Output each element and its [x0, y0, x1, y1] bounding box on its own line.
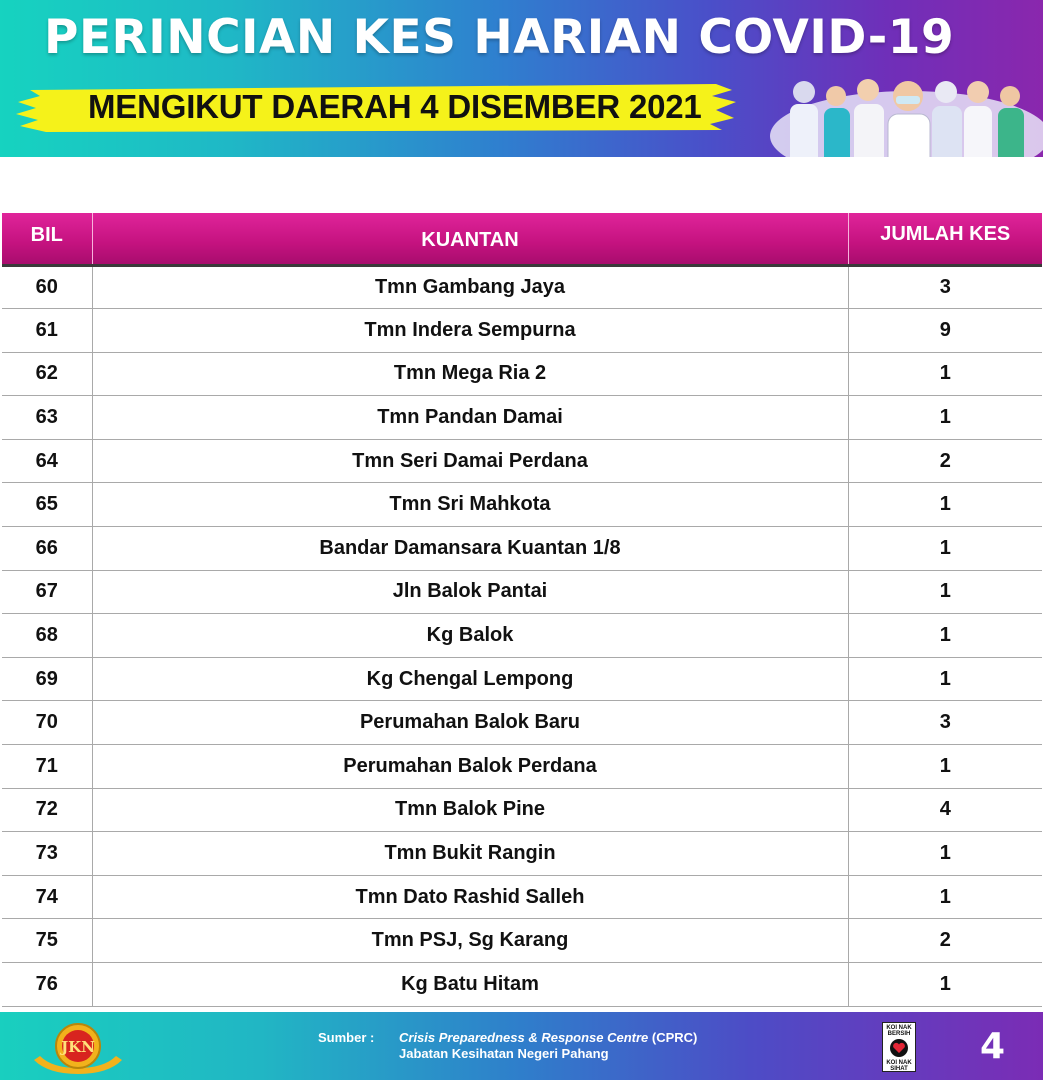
row-area: Tmn Sri Mahkota: [92, 483, 848, 527]
row-bil: 75: [2, 919, 92, 963]
row-bil: 62: [2, 352, 92, 396]
column-header-kuantan: KUANTAN: [92, 213, 848, 265]
row-area: Kg Balok: [92, 614, 848, 658]
header-banner: [0, 0, 1043, 157]
page-number: 4: [980, 1026, 1006, 1067]
row-kes: 1: [848, 396, 1042, 440]
table-row: [2, 309, 1042, 353]
row-bil: 76: [2, 963, 92, 1007]
page-title: PERINCIAN KES HARIAN COVID-19: [44, 10, 955, 65]
table-row: [2, 483, 1042, 527]
table-row: [2, 832, 1042, 876]
source-label: Sumber :: [318, 1030, 375, 1045]
table-row: [2, 265, 1042, 309]
row-area: Tmn Indera Sempurna: [92, 309, 848, 353]
row-bil: 74: [2, 875, 92, 919]
row-area: Tmn Gambang Jaya: [92, 265, 848, 309]
row-bil: 73: [2, 832, 92, 876]
row-kes: 1: [848, 527, 1042, 571]
row-area: Tmn Pandan Damai: [92, 396, 848, 440]
row-area: Kg Batu Hitam: [92, 963, 848, 1007]
table-row: [2, 919, 1042, 963]
header-gap: [0, 157, 1043, 213]
badge-bottom-text: KOI NAK SIHAT: [886, 1060, 912, 1072]
row-bil: 68: [2, 614, 92, 658]
column-header-jumlah-kes: JUMLAH KES: [848, 213, 1042, 265]
row-kes: 3: [848, 265, 1042, 309]
row-area: Tmn Mega Ria 2: [92, 352, 848, 396]
heart-badge-icon: [889, 1038, 909, 1058]
table-row: [2, 439, 1042, 483]
table-row: [2, 745, 1042, 789]
table-row: [2, 788, 1042, 832]
row-bil: 60: [2, 265, 92, 309]
row-bil: 61: [2, 309, 92, 353]
source-organisation: [399, 1030, 697, 1045]
column-header-bil: BIL: [2, 213, 92, 265]
row-bil: 70: [2, 701, 92, 745]
table-row: [2, 614, 1042, 658]
table-row: [2, 963, 1042, 1007]
row-kes: 1: [848, 483, 1042, 527]
row-bil: 66: [2, 527, 92, 571]
row-bil: 65: [2, 483, 92, 527]
row-bil: 71: [2, 745, 92, 789]
table-row: [2, 657, 1042, 701]
row-area: Tmn Balok Pine: [92, 788, 848, 832]
jkn-logo-icon: [28, 1016, 128, 1078]
svg-text:JKN: JKN: [61, 1038, 95, 1056]
source-abbreviation: (CPRC): [648, 1030, 698, 1045]
row-area: Tmn Dato Rashid Salleh: [92, 875, 848, 919]
footer-bar: [0, 1012, 1043, 1080]
row-bil: 67: [2, 570, 92, 614]
table-header-row: [2, 213, 1042, 265]
source-italic-text: Crisis Preparedness & Response Centre: [399, 1030, 649, 1045]
row-kes: 1: [848, 832, 1042, 876]
source-department: Jabatan Kesihatan Negeri Pahang: [399, 1046, 609, 1061]
table-row: [2, 875, 1042, 919]
row-area: Jln Balok Pantai: [92, 570, 848, 614]
row-kes: 2: [848, 439, 1042, 483]
row-area: Kg Chengal Lempong: [92, 657, 848, 701]
row-area: Tmn Seri Damai Perdana: [92, 439, 848, 483]
row-kes: 1: [848, 963, 1042, 1007]
row-kes: 2: [848, 919, 1042, 963]
table-row: [2, 352, 1042, 396]
row-area: Perumahan Balok Perdana: [92, 745, 848, 789]
row-bil: 69: [2, 657, 92, 701]
row-kes: 1: [848, 352, 1042, 396]
row-kes: 9: [848, 309, 1042, 353]
row-kes: 1: [848, 570, 1042, 614]
koi-nak-sihat-badge: [882, 1022, 916, 1072]
medical-staff-illustration: [770, 66, 1043, 157]
table-row: [2, 570, 1042, 614]
row-area: Perumahan Balok Baru: [92, 701, 848, 745]
row-area: Bandar Damansara Kuantan 1/8: [92, 527, 848, 571]
row-kes: 1: [848, 657, 1042, 701]
row-area: Tmn Bukit Rangin: [92, 832, 848, 876]
row-kes: 1: [848, 745, 1042, 789]
page-subtitle: MENGIKUT DAERAH 4 DISEMBER 2021: [88, 88, 702, 125]
table-row: [2, 396, 1042, 440]
badge-top-text: KOI NAK BERSIH: [886, 1025, 912, 1037]
table-row: [2, 527, 1042, 571]
table-row: [2, 701, 1042, 745]
cases-table: [2, 213, 1042, 1007]
row-kes: 1: [848, 875, 1042, 919]
row-kes: 3: [848, 701, 1042, 745]
row-bil: 64: [2, 439, 92, 483]
row-area: Tmn PSJ, Sg Karang: [92, 919, 848, 963]
row-kes: 4: [848, 788, 1042, 832]
row-bil: 63: [2, 396, 92, 440]
row-kes: 1: [848, 614, 1042, 658]
row-bil: 72: [2, 788, 92, 832]
